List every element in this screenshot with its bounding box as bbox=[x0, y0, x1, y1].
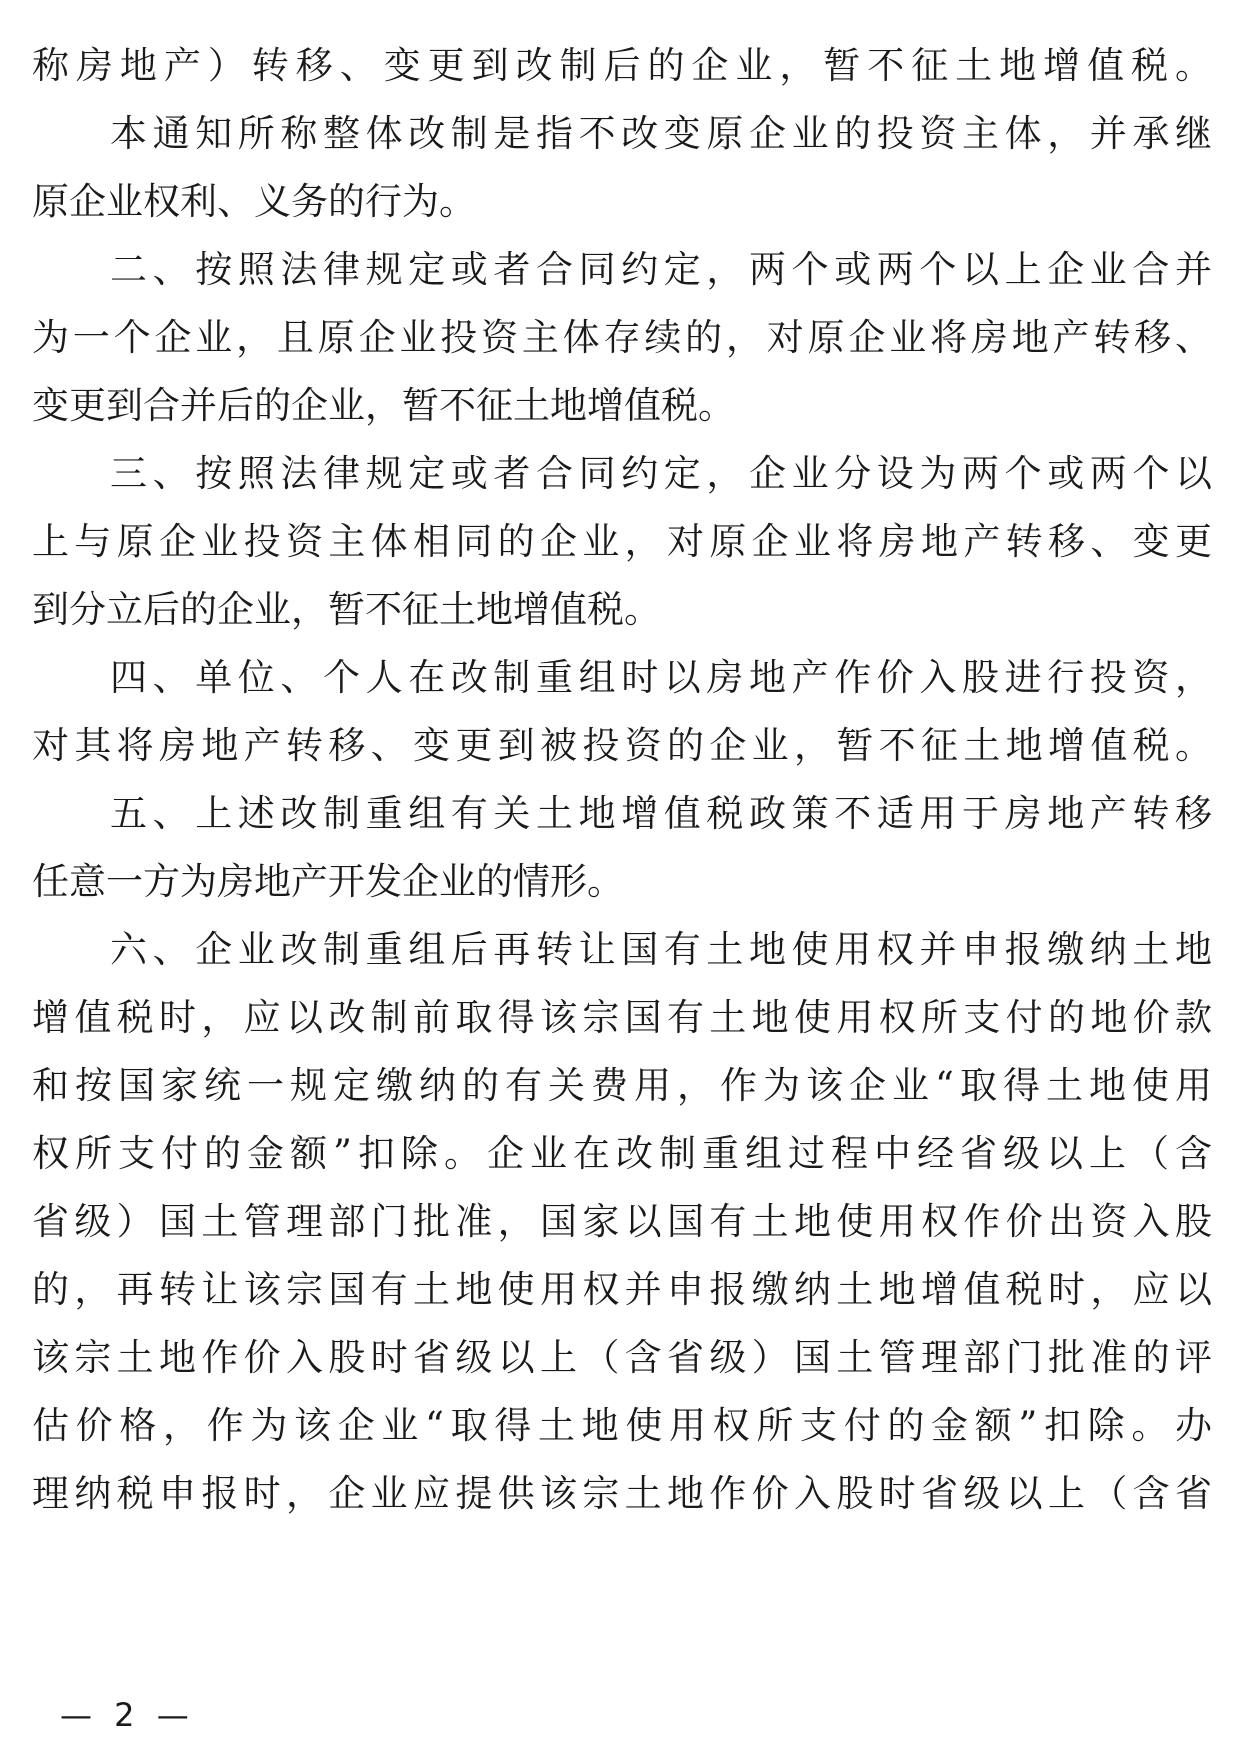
text-line: 五、上述改制重组有关土地增值税政策不适用于房地产转移 bbox=[110, 792, 1212, 835]
text-line: 二、按照法律规定或者合同约定，两个或两个以上企业合并 bbox=[110, 248, 1212, 291]
text-line: 估价格，作为该企业“取得土地使用权所支付的金额”扣除。办 bbox=[32, 1404, 1212, 1447]
text-line: 变更到合并后的企业，暂不征土地增值税。 bbox=[32, 384, 735, 427]
text-line: 和按国家统一规定缴纳的有关费用，作为该企业“取得土地使用 bbox=[32, 1064, 1212, 1107]
text-line: 权所支付的金额”扣除。企业在改制重组过程中经省级以上（含 bbox=[32, 1132, 1212, 1175]
text-line: 该宗土地作价入股时省级以上（含省级）国土管理部门批准的评 bbox=[32, 1336, 1212, 1379]
text-line: 六、企业改制重组后再转让国有土地使用权并申报缴纳土地 bbox=[110, 928, 1212, 971]
text-line: 任意一方为房地产开发企业的情形。 bbox=[32, 860, 624, 903]
text-line: 本通知所称整体改制是指不改变原企业的投资主体，并承继 bbox=[110, 112, 1212, 155]
text-line: 到分立后的企业，暂不征土地增值税。 bbox=[32, 588, 661, 631]
text-line: 四、单位、个人在改制重组时以房地产作价入股进行投资， bbox=[110, 656, 1212, 699]
text-line: 对其将房地产转移、变更到被投资的企业，暂不征土地增值税。 bbox=[32, 724, 1212, 767]
text-line: 省级）国土管理部门批准，国家以国有土地使用权作价出资入股 bbox=[32, 1200, 1212, 1243]
text-line: 理纳税申报时，企业应提供该宗土地作价入股时省级以上（含省 bbox=[32, 1472, 1212, 1515]
page-number: — 2 — bbox=[60, 1696, 195, 1734]
text-line: 原企业权利、义务的行为。 bbox=[32, 180, 476, 223]
text-line: 为一个企业，且原企业投资主体存续的，对原企业将房地产转移、 bbox=[32, 316, 1212, 359]
text-line: 增值税时，应以改制前取得该宗国有土地使用权所支付的地价款 bbox=[32, 996, 1212, 1039]
text-line: 上与原企业投资主体相同的企业，对原企业将房地产转移、变更 bbox=[32, 520, 1212, 563]
text-line: 三、按照法律规定或者合同约定，企业分设为两个或两个以 bbox=[110, 452, 1212, 495]
text-line: 称房地产）转移、变更到改制后的企业，暂不征土地增值税。 bbox=[32, 44, 1212, 87]
text-line: 的，再转让该宗国有土地使用权并申报缴纳土地增值税时，应以 bbox=[32, 1268, 1212, 1311]
